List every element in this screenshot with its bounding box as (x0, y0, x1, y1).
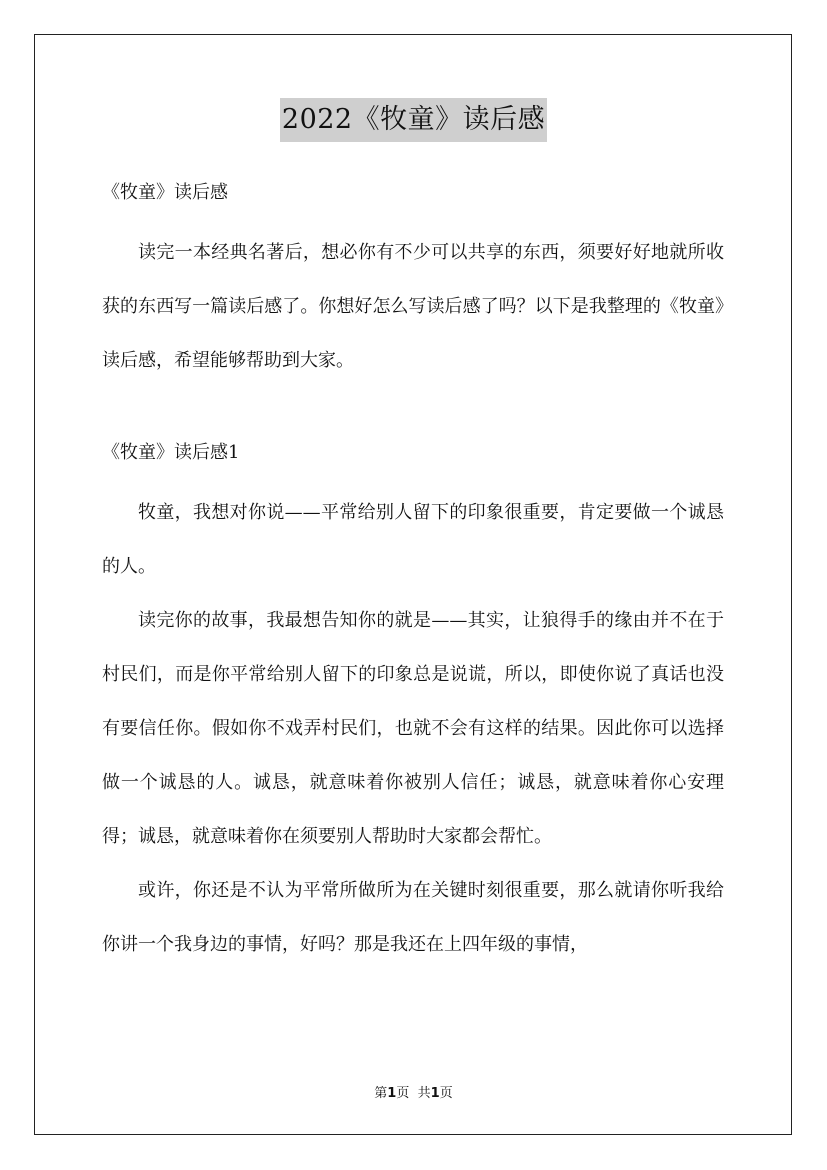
footer-total-prefix: 共 (417, 1086, 431, 1101)
footer-total-suffix: 页 (439, 1086, 453, 1101)
footer-page-prefix: 第 (374, 1086, 388, 1101)
document-subtitle: 《牧童》读后感 (102, 182, 228, 203)
intro-paragraph: 读完一本经典名著后，想必你有不少可以共享的东西，须要好好地就所收获的东西写一篇读后感了。你想好怎么写读后感了吗？以下是我整理的《牧童》读后感，希望能够帮助到大家。 (102, 242, 724, 371)
spacer (102, 208, 724, 226)
body-paragraph: 牧童，我想对你说——平常给别人留下的印象很重要，肯定要做一个诚恳的人。 (102, 502, 724, 577)
spacer (102, 388, 724, 438)
footer-total-number: 1 (430, 1086, 440, 1101)
footer-page-suffix: 页 (396, 1086, 410, 1101)
document-title: 2022《牧童》读后感 (280, 98, 547, 142)
body-paragraph: 或许，你还是不认为平常所做所为在关键时刻很重要，那么就请你听我给你讲一个我身边的事情，好吗？那是我还在上四年级的事情， (102, 880, 724, 955)
section-heading: 《牧童》读后感1 (102, 442, 240, 463)
spacer (102, 468, 724, 486)
title-container (0, 98, 827, 142)
body-paragraph: 读完你的故事，我最想告知你的就是——其实，让狼得手的缘由并不在于村民们，而是你平常给别人留下的印象总是说谎，所以，即使你说了真话也没有要信任你。假如你不戏弄村民们，也就不会有这样的结果。因此你可以选择做一个诚恳的人。诚恳，就意味着你被别人信任；诚恳，就意味着你心安理得；诚恳，就意味着你在须要别人帮助时大家都会帮忙。 (102, 610, 724, 847)
page-footer (0, 1082, 827, 1101)
document-body (102, 178, 724, 972)
footer-page-number: 1 (387, 1086, 397, 1101)
